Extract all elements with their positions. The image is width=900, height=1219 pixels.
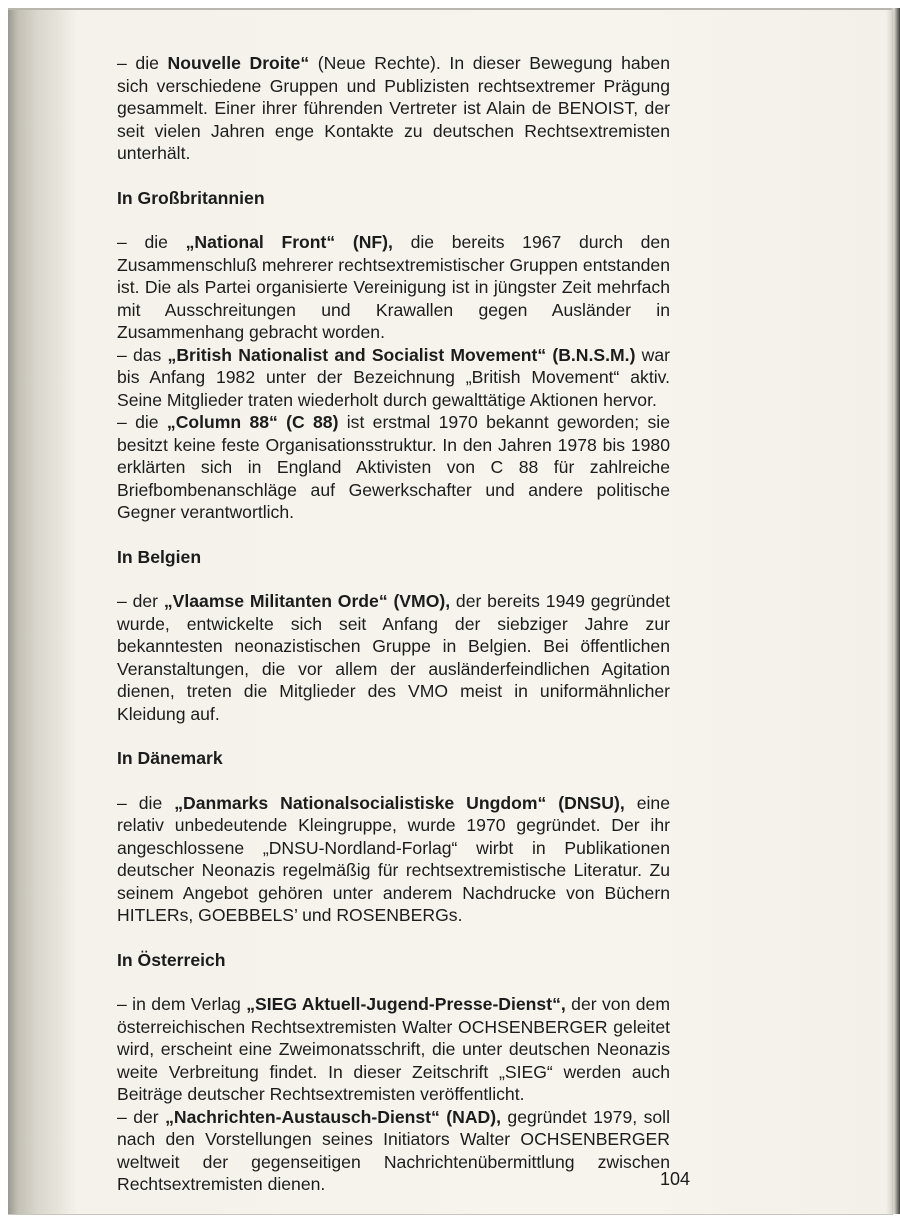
text-run: – der <box>117 1106 166 1127</box>
bold-term: „SIEG Aktuell-Jugend-Presse-Dienst“, <box>246 994 566 1014</box>
bold-term: „Column 88“ (C 88) <box>166 412 339 432</box>
text-run: – die <box>117 412 167 432</box>
bold-term: „Vlaamse Militanten Orde“ (VMO), <box>163 591 451 611</box>
text-run: eine relativ unbedeutende Kleingruppe, wurde 1970 gegründet. Der ihr angeschlossene „DNSU-Nordland-Forlag“ wirbt in Publikationen deutscher Neonazis regelmäßig für rechtsextremistische Literatur. Zu seinem Angebot gehören unter anderem Nachdrucke von Büchern HITLERs, GOEBBELS’ und ROSENBERGs. <box>117 792 671 925</box>
page-top-edge <box>8 8 892 10</box>
heading-belgien: In Belgien <box>117 546 202 567</box>
text-run: – der <box>117 591 164 611</box>
page-edge-shadow <box>886 8 900 1214</box>
paragraph-column-88 <box>117 411 670 524</box>
text-run: – in dem Verlag <box>117 994 247 1014</box>
text-run: – die <box>117 792 175 813</box>
heading-grossbritannien: In Großbritannien <box>117 187 265 208</box>
heading-daenemark: In Dänemark <box>117 748 223 768</box>
paragraph-vmo <box>117 590 670 725</box>
heading-oesterreich: In Österreich <box>117 949 226 970</box>
paragraph-nad <box>117 1106 670 1196</box>
text-run: – die <box>117 232 186 252</box>
paragraph-sieg <box>117 993 670 1106</box>
paragraph-national-front <box>117 231 670 344</box>
text-run: der bereits 1949 gegründet wurde, entwickelte sich seit Anfang der siebziger Jahre zur bekanntesten neonazistischen Gruppe in Belgien. Bei öffentlichen Veranstaltungen, die vor allem der ausländerfeindlichen Agitation dienen, treten die Mitglieder des VMO meist in uniformähnlicher Kleidung auf. <box>117 591 670 724</box>
text-run: die bereits 1967 durch den Zusammenschluß mehrerer rechtsextremistischer Gruppen entstanden ist. Die als Partei organisierte Vereinigung ist in jüngster Zeit mehrfach mit Ausschreitungen und Krawallen gegen Ausländer in Zusammenhang gebracht worden. <box>117 232 671 342</box>
bold-term: „Danmarks Nationalsocialistiske Ungdom“ (DNSU), <box>174 792 625 813</box>
text-run: gegründet 1979, soll nach den Vorstellungen seines Initiators Walter OCHSENBERGER weltweit der gegenseitigen Nachrichtenübermittlung zwischen Rechtsextremisten dienen. <box>117 1106 670 1194</box>
text-run: – das <box>117 344 168 365</box>
text-run: der von dem österreichischen Rechtsextremisten Walter OCHSENBERGER geleitet wird, erscheint eine Zweimonatsschrift, die unter deutschen Neonazis weite Verbreitung findet. In dieser Zeitschrift „SIEG“ werden auch Beiträge deutscher Rechtsextremisten veröffentlicht. <box>117 994 670 1104</box>
text-run: war bis Anfang 1982 unter der Bezeichnung „British Movement“ aktiv. Seine Mitglieder traten wiederholt durch gewalttätige Aktionen hervor. <box>117 344 670 410</box>
bold-term: „National Front“ (NF), <box>185 232 393 252</box>
bold-term: „British Nationalist and Socialist Movement“ (B.N.S.M.) <box>167 344 636 365</box>
paragraph-bnsm <box>117 344 670 412</box>
bold-term: „Nachrichten-Austausch-Dienst“ (NAD), <box>165 1106 501 1127</box>
text-run: (Neue Rechte). In dieser Bewegung haben sich verschiedene Gruppen und Publizisten rechtsextremer Prägung gesammelt. Einer ihrer führenden Vertreter ist Alain de BENOIST, der seit vielen Jahren enge Kontakte zu deutschen Rechtsextremisten unterhält. <box>117 53 670 163</box>
book-gutter-shadow <box>8 8 78 1214</box>
page-number: 104 <box>660 1169 691 1189</box>
text-run: ist erstmal 1970 bekannt geworden; sie besitzt keine feste Organisationsstruktur. In den Jahren 1978 bis 1980 erklärten sich in England Aktivisten von C 88 für zahlreiche Briefbombenanschläge auf Gewerkschafter und andere politische Gegner verantwortlich. <box>117 412 670 522</box>
body-text <box>117 52 670 1196</box>
paragraph-nouvelle-droite <box>117 52 670 165</box>
bold-term: Nouvelle Droite“ <box>167 53 310 73</box>
text-run: – die <box>117 53 168 73</box>
paragraph-dnsu <box>117 792 670 927</box>
